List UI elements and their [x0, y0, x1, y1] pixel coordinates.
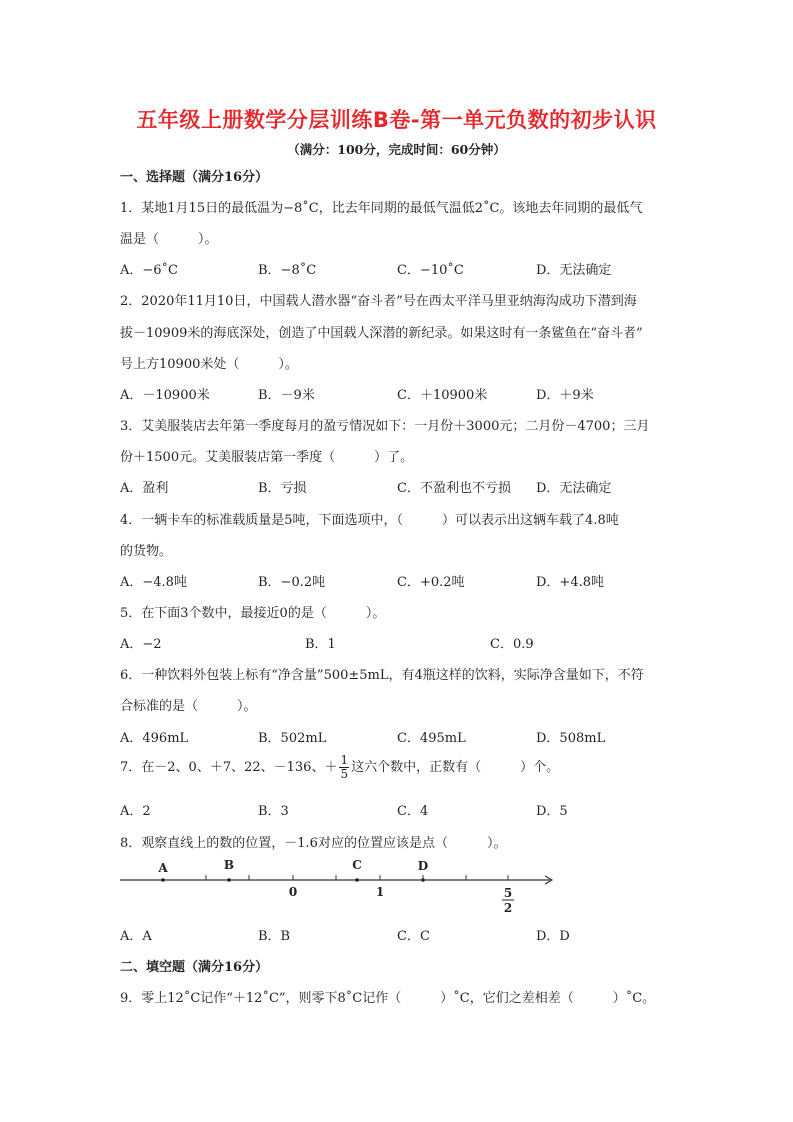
number-line-svg [118, 856, 558, 916]
question-text: 2．2020年11月10日，中国载人潜水器“奋斗者”号在西太平洋马里亚纳海沟成功下潜到海 [120, 294, 637, 309]
option-d[interactable]: D．无法确定 [536, 481, 612, 496]
option-d[interactable]: D．5 [536, 804, 568, 819]
option-a[interactable]: A．盈利 [120, 481, 169, 496]
option-c[interactable]: C．0.9 [490, 637, 534, 652]
fraction-one-fifth [339, 754, 349, 781]
option-a[interactable]: A．−6˚C [120, 263, 178, 278]
option-b[interactable]: B．−8˚C [258, 263, 317, 278]
option-d[interactable]: D．508mL [536, 731, 606, 746]
svg-text:2: 2 [503, 901, 513, 915]
svg-text:B: B [223, 858, 235, 872]
question-text: 9．零上12˚C记作“＋12˚C”，则零下8˚C记作（ ）˚C，它们之差相差（ ）˚C。 [120, 991, 656, 1006]
svg-text:D: D [417, 859, 429, 873]
option-c[interactable]: C．不盈利也不亏损 [397, 481, 511, 496]
page-subtitle: （满分：100分，完成时间：60分钟） [287, 142, 506, 157]
question-text: 4．一辆卡车的标准载质量是5吨，下面选项中，（ ）可以表示出这辆车载了4.8吨 [120, 513, 619, 528]
option-d[interactable]: D．无法确定 [536, 263, 612, 278]
question-text [120, 754, 559, 781]
question-text: 8．观察直线上的数的位置，－1.6对应的位置应该是点（ ）。 [120, 836, 507, 851]
option-a[interactable]: A．A [120, 929, 152, 944]
option-c[interactable]: C．4 [397, 804, 429, 819]
option-b[interactable]: B．亏损 [258, 481, 307, 496]
svg-text:A: A [158, 861, 168, 875]
svg-text:0: 0 [288, 885, 298, 899]
option-b[interactable]: B．－9米 [258, 388, 315, 403]
fraction-numerator: 1 [340, 753, 349, 767]
question-text: 合标准的是（ ）。 [120, 699, 257, 714]
question-text-after: 这六个数中，正数有（ ）个。 [351, 760, 560, 775]
question-text: 号上方10900米处（ ）。 [120, 357, 298, 372]
number-line-figure [118, 856, 558, 916]
option-c[interactable]: C．＋10900米 [397, 388, 488, 403]
option-b[interactable]: B．−0.2吨 [258, 575, 326, 590]
svg-text:5: 5 [503, 886, 513, 900]
option-d[interactable]: D．+4.8吨 [536, 575, 604, 590]
option-a[interactable]: A．－10900米 [120, 388, 210, 403]
question-text: 1．某地1月15日的最低温为−8˚C，比去年同期的最低气温低2˚C。该地去年同期的最低气 [120, 201, 643, 216]
question-text: 的货物。 [120, 544, 173, 559]
option-a[interactable]: A．−4.8吨 [120, 575, 187, 590]
question-text: 拔－10909米的海底深处，创造了中国载人深潜的新纪录。如果这时有一条鲨鱼在“奋斗者” [120, 326, 643, 341]
option-c[interactable]: C．−10˚C [397, 263, 464, 278]
option-b[interactable]: B．B [258, 929, 291, 944]
fraction-denominator: 5 [340, 767, 349, 781]
option-c[interactable]: C．495mL [397, 731, 466, 746]
option-c[interactable]: C．C [397, 929, 430, 944]
question-text: 5．在下面3个数中，最接近0的是（ ）。 [120, 606, 386, 621]
page-title: 五年级上册数学分层训练B卷-第一单元负数的初步认识 [136, 108, 657, 132]
section-heading-choice: 一、选择题（满分16分） [120, 170, 269, 185]
question-text: 温是（ ）。 [120, 232, 218, 247]
svg-text:1: 1 [375, 885, 385, 899]
option-a[interactable]: A．−2 [120, 637, 162, 652]
question-text: 3．艾美服装店去年第一季度每月的盈亏情况如下：一月份＋3000元；二月份－4700；三月 [120, 419, 650, 434]
option-a[interactable]: A．2 [120, 804, 151, 819]
question-text: 份＋1500元。艾美服装店第一季度（ ）了。 [120, 450, 414, 465]
question-text-before: 7．在－2、0、＋7、22、－136、＋ [120, 760, 338, 775]
option-b[interactable]: B．502mL [258, 731, 327, 746]
option-b[interactable]: B．1 [305, 637, 336, 652]
option-b[interactable]: B．3 [258, 804, 289, 819]
option-d[interactable]: D．D [536, 929, 570, 944]
option-a[interactable]: A．496mL [120, 731, 189, 746]
option-d[interactable]: D．＋9米 [536, 388, 594, 403]
svg-text:C: C [352, 858, 362, 872]
option-c[interactable]: C．+0.2吨 [397, 575, 465, 590]
question-text: 6．一种饮料外包装上标有“净含量”500±5mL，有4瓶这样的饮料，实际净含量如下，不符 [120, 668, 644, 683]
section-heading-fill-blank: 二、填空题（满分16分） [120, 960, 269, 975]
